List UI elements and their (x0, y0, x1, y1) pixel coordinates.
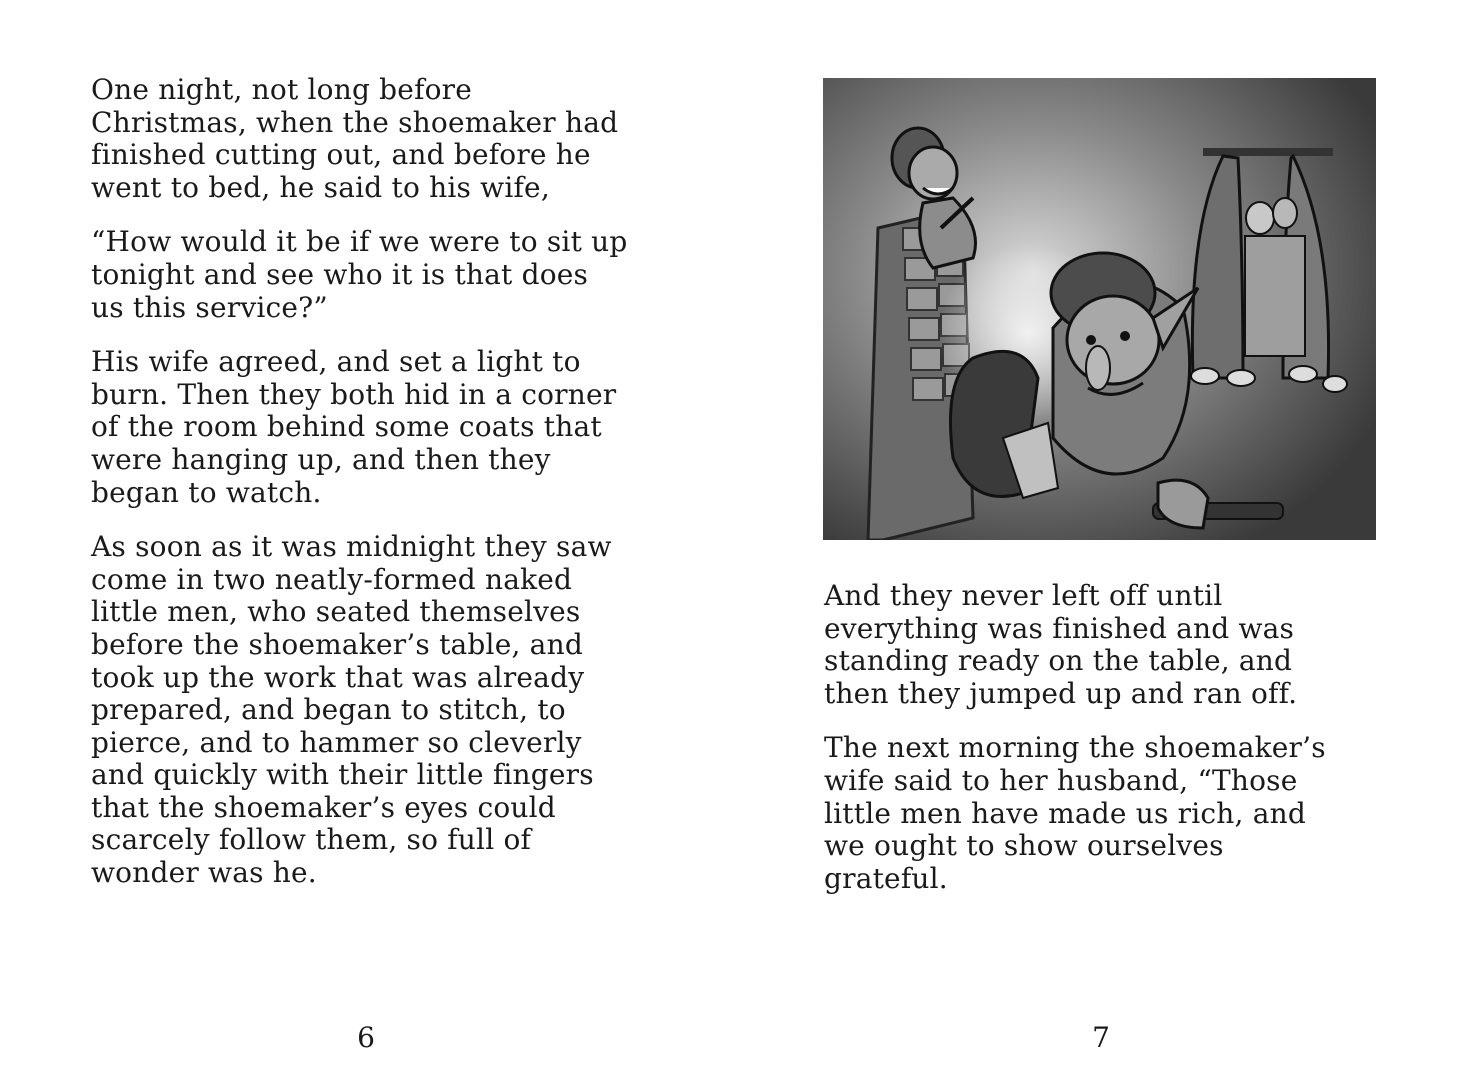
right-page-text (824, 580, 1404, 917)
right-page (733, 0, 1466, 1080)
paragraph: The next morning the shoemaker’s wife said to her husband, “Those little men have made us rich, and we ought to show ourselves grateful. (824, 731, 1326, 895)
paragraph: One night, not long before Christmas, when the shoemaker had finished cutting out, and before he went to bed, he said to his wife, (91, 73, 619, 204)
page-number: 7 (1092, 1021, 1110, 1054)
paragraph: “How would it be if we were to sit up tonight and see who it is that does us this service?” (91, 225, 628, 324)
paragraph: His wife agreed, and set a light to burn. Then they both hid in a corner of the room behind some coats that were hanging up, and then they began to watch. (91, 345, 617, 509)
paragraph: As soon as it was midnight they saw come in two neatly-formed naked little men, who seated themselves before the shoemaker’s table, and took up the work that was already prepared, and began to stitch, to pierce, and to hammer so cleverly and quickly with their little fingers that the shoemaker’s eyes could scarcely follow them, so full of wonder was he. (91, 530, 612, 890)
elves-at-work-illustration (823, 78, 1376, 540)
page-number: 6 (357, 1021, 375, 1054)
paragraph: And they never left off until everything was finished and was standing ready on the table, and then they jumped up and ran off. (824, 579, 1298, 710)
left-page-text (91, 74, 671, 912)
